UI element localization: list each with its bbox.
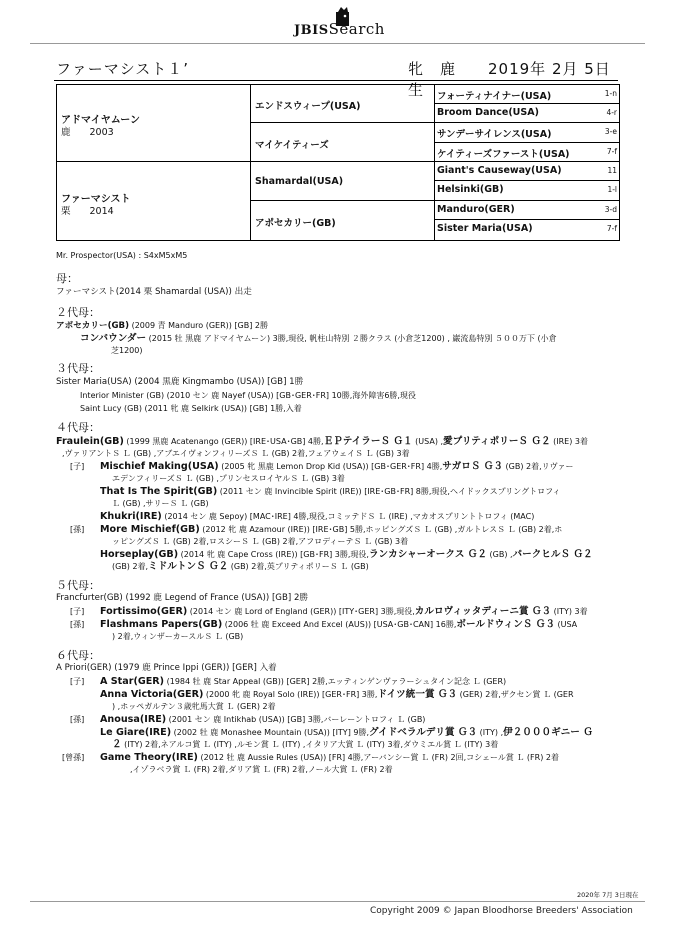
sixth-dam-line: A Priori(GER) (1979 鹿 Prince Ippi (GER)) [GER] 入着 [56, 663, 277, 673]
gen3-family: 11 [607, 166, 617, 175]
gen3-name: Helsinki(GB) [437, 184, 504, 195]
gen3-name: Manduro(GER) [437, 204, 515, 215]
dam-color-year: 栗 2014 [61, 206, 114, 217]
progeny-line: Game Theory(IRE) (2012 牡 鹿 Aussie Rules (USA)) [FR] 4勝,アーバンシー賞 Ｌ (FR) 2回,コシェール賞 Ｌ (FR) 2着 [100, 752, 559, 763]
relation-tag: [孫] [70, 620, 85, 629]
gen3-name: Broom Dance(USA) [437, 107, 539, 118]
gen2-name: アポセカリー(GB) [255, 218, 336, 229]
as-of-date: 2020年 7月 3日現在 [577, 891, 639, 899]
relation-tag: [孫] [70, 715, 85, 724]
pedigree-gen2-cell [251, 123, 435, 162]
sixth-dam-heading: ６代母： [56, 649, 100, 662]
sire-name: アドマイヤムーン [61, 115, 140, 126]
pedigree-gen2-cell [251, 85, 435, 123]
progeny-line-cont: 芝1200) [111, 346, 143, 355]
gen3-name: サンデーサイレンス(USA) [437, 129, 552, 140]
second-dam-line: アポセカリー(GB) (2009 青 Manduro (GER)) [GB] 2勝 [56, 321, 268, 331]
gen3-name: フォーティナイナー(USA) [437, 91, 552, 102]
progeny-line: Interior Minister (GB) (2010 セン 鹿 Nayef (USA)) [GB･GER･FR] 10勝,海外障害6勝,現役 [80, 391, 416, 400]
title-underline [54, 80, 618, 81]
progeny-line: Saint Lucy (GB) (2011 牝 鹿 Selkirk (USA)) [GB] 1勝,入着 [80, 404, 302, 413]
progeny-line: A Star(GER) (1984 牡 鹿 Star Appeal (GB)) [GER] 2勝,エッティンゲンヴァラーシュタイン記念 Ｌ (GER) [100, 676, 507, 687]
progeny-line: Horseplay(GB) (2014 牝 鹿 Cape Cross (IRE)) [GB･FR] 3勝,現役,ランカシャーオークス Ｇ２ (GB) ,パークヒルＳ Ｇ２ [100, 549, 593, 560]
progeny-line-cont: ) ,ホッペガルテン３歳牝馬大賞 Ｌ (GER) 2着 [112, 702, 276, 711]
gen3-family: 7-f [606, 224, 617, 233]
gen3-family: 1-l [607, 185, 617, 194]
progeny-line: Anna Victoria(GER) (2000 牝 鹿 Royal Solo (IRE)) [GER･FR] 3勝,ドイツ統一賞 Ｇ３ (GER) 2着,ザクセン賞 Ｌ (GER [100, 689, 574, 700]
pedigree-sire-cell [57, 85, 251, 162]
progeny-line-cont: ) 2着,ウィンザーカースルＳ Ｌ (GB) [112, 632, 244, 641]
progeny-line: Anousa(IRE) (2001 セン 鹿 Intikhab (USA)) [GB] 3勝,バーレーントロフィ Ｌ (GB) [100, 714, 426, 725]
dam-heading: 母： [56, 272, 78, 285]
gen3-name: Giant's Causeway(USA) [437, 165, 562, 176]
progeny-line: コンバウンダー (2015 牡 黒鹿 アドマイヤムーン) 3勝,現役, 帆柱山特別 ２勝クラス (小倉芝1200) , 巌流島特別 ５００万下 (小倉 [80, 333, 557, 344]
gen3-name: ケイティーズファースト(USA) [437, 149, 570, 160]
pedigree-gen3-cell [435, 85, 619, 104]
progeny-line: More Mischief(GB) (2012 牝 鹿 Azamour (IRE)) [IRE･GB] 5勝,ホッピングズＳ Ｌ (GB) ,ガルトレスＳ Ｌ (GB) 2着,ホ [100, 524, 563, 535]
gen2-name: Shamardal(USA) [255, 176, 344, 187]
relation-tag: [孫] [70, 525, 85, 534]
progeny-line-cont: ２ (ITY) 2着,ネアルコ賞 Ｌ (ITY) ,ルモン賞 Ｌ (ITY) ,イタリア大賞 Ｌ (ITY) 3着,ダウミエル賞 Ｌ (ITY) 3着 [112, 739, 499, 750]
gen3-family: 3-e [604, 127, 617, 136]
progeny-line-cont: ,イゾラベラ賞 Ｌ (FR) 2着,ダリア賞 Ｌ (FR) 2着,ノール大賞 Ｌ (FR) 2着 [130, 765, 393, 774]
pedigree-gen3-cell [435, 201, 619, 220]
horse-name: ファーマシスト１’ [56, 60, 190, 78]
logo-jbis: JBIS [294, 23, 329, 38]
pedigree-dam-cell [57, 162, 251, 240]
pedigree-gen3-cell [435, 123, 619, 143]
gen2-name: エンドスウィープ(USA) [255, 101, 361, 112]
pedigree-gen3-cell [435, 162, 619, 181]
horse-info: 牝 鹿 2019年 2月 5日生 [408, 60, 611, 99]
relation-tag: [曾孫] [62, 753, 85, 762]
relation-tag: [子] [70, 462, 85, 471]
gen2-name: マイケイティーズ [255, 140, 329, 151]
relation-tag: [子] [70, 607, 85, 616]
dam-line: ファーマシスト(2014 栗 Shamardal (USA)) 出走 [56, 287, 252, 297]
inbreeding-note: Mr. Prospector(USA) : S4xM5xM5 [56, 251, 188, 260]
logo-search: Search [328, 20, 385, 38]
copyright: Copyright 2009 © Japan Bloodhorse Breeders' Association [370, 906, 633, 916]
progeny-line-cont: ッピングズＳ Ｌ (GB) 2着,ロスシーＳ Ｌ (GB) 2着,アフロディーテＳ Ｌ (GB) 3着 [112, 537, 409, 546]
pedigree-gen2-cell [251, 162, 435, 201]
progeny-line: Flashmans Papers(GB) (2006 牡 鹿 Exceed And Excel (AUS)) [USA･GB･CAN] 16勝,ボールドウィンＳ Ｇ３ (USA [100, 619, 578, 630]
progeny-line: Le Giare(IRE) (2002 牡 鹿 Monashee Mountain (USA)) [ITY] 9勝,グイドベラルデリ賞 Ｇ３ (ITY) ,伊２０００ギニー Ｇ [100, 727, 593, 738]
gen3-family: 4-r [606, 108, 617, 117]
fifth-dam-heading: ５代母： [56, 579, 100, 592]
progeny-line-cont: (GB) 2着,ミドルトンＳ Ｇ２ (GB) 2着,英プリティポリーＳ Ｌ (GB) [112, 561, 369, 572]
progeny-line: Mischief Making(USA) (2005 牝 黒鹿 Lemon Drop Kid (USA)) [GB･GER･FR] 4勝,サガロＳ Ｇ３ (GB) 2着,リヴァー [100, 461, 574, 472]
progeny-line-cont: Ｌ (GB) ,サリーＳ Ｌ (GB) [112, 499, 209, 508]
pedigree-gen3-cell [435, 181, 619, 201]
header-divider [30, 43, 645, 44]
progeny-line: That Is The Spirit(GB) (2011 セン 鹿 Invincible Spirit (IRE)) [IRE･GB･FR] 8勝,現役,ヘイドックスプリングトロフィ [100, 486, 561, 497]
pedigree-gen3-cell [435, 143, 619, 162]
sire-color-year: 鹿 2003 [61, 127, 114, 138]
pedigree-table [56, 84, 620, 241]
progeny-line: Fortissimo(GER) (2014 セン 鹿 Lord of England (GER)) [ITY･GER] 3勝,現役,カルロヴィッタディーニ賞 Ｇ３ (ITY) 3着 [100, 606, 588, 617]
dam-name: ファーマシスト [61, 194, 131, 205]
third-dam-line: Sister Maria(USA) (2004 黒鹿 Kingmambo (USA)) [GB] 1勝 [56, 377, 304, 387]
gen3-family: 3-d [604, 205, 617, 214]
third-dam-heading: ３代母： [56, 362, 100, 375]
progeny-line: Khukri(IRE) (2014 セン 鹿 Sepoy) [MAC･IRE] 4勝,現役,コミッテドＳ Ｌ (IRE) ,マカオスプリントトロフィ (MAC) [100, 511, 535, 522]
gen3-name: Sister Maria(USA) [437, 223, 533, 234]
pedigree-gen3-cell [435, 104, 619, 123]
footer-divider [30, 901, 645, 902]
second-dam-heading: ２代母： [56, 306, 100, 319]
pedigree-gen2-cell [251, 201, 435, 240]
fourth-dam-line: Fraulein(GB) (1999 黒鹿 Acatenango (GER)) [IRE･USA･GB] 4勝,ＥＰテイラーＳ Ｇ１ (USA) ,愛プリティポリーＳ Ｇ２ (IRE) 3着 [56, 436, 588, 447]
pedigree-gen3-cell [435, 220, 619, 240]
fifth-dam-line: Francfurter(GB) (1992 鹿 Legend of France (USA)) [GB] 2勝 [56, 593, 309, 603]
relation-tag: [子] [70, 677, 85, 686]
gen3-family: 7-f [606, 147, 617, 156]
gen3-family: 1-n [604, 89, 617, 98]
progeny-line-cont: エデンフィリーズＳ Ｌ (GB) ,プリンセスロイヤルＳ Ｌ (GB) 3着 [112, 474, 345, 483]
jbis-search-logo [268, 6, 408, 40]
fourth-dam-line-cont: ,ヴァリアントＳ Ｌ (GB) ,アブエイヴォンフィリーズＳ Ｌ (GB) 2着,フェアウェイＳ Ｌ (GB) 3着 [62, 449, 410, 458]
fourth-dam-heading: ４代母： [56, 421, 100, 434]
